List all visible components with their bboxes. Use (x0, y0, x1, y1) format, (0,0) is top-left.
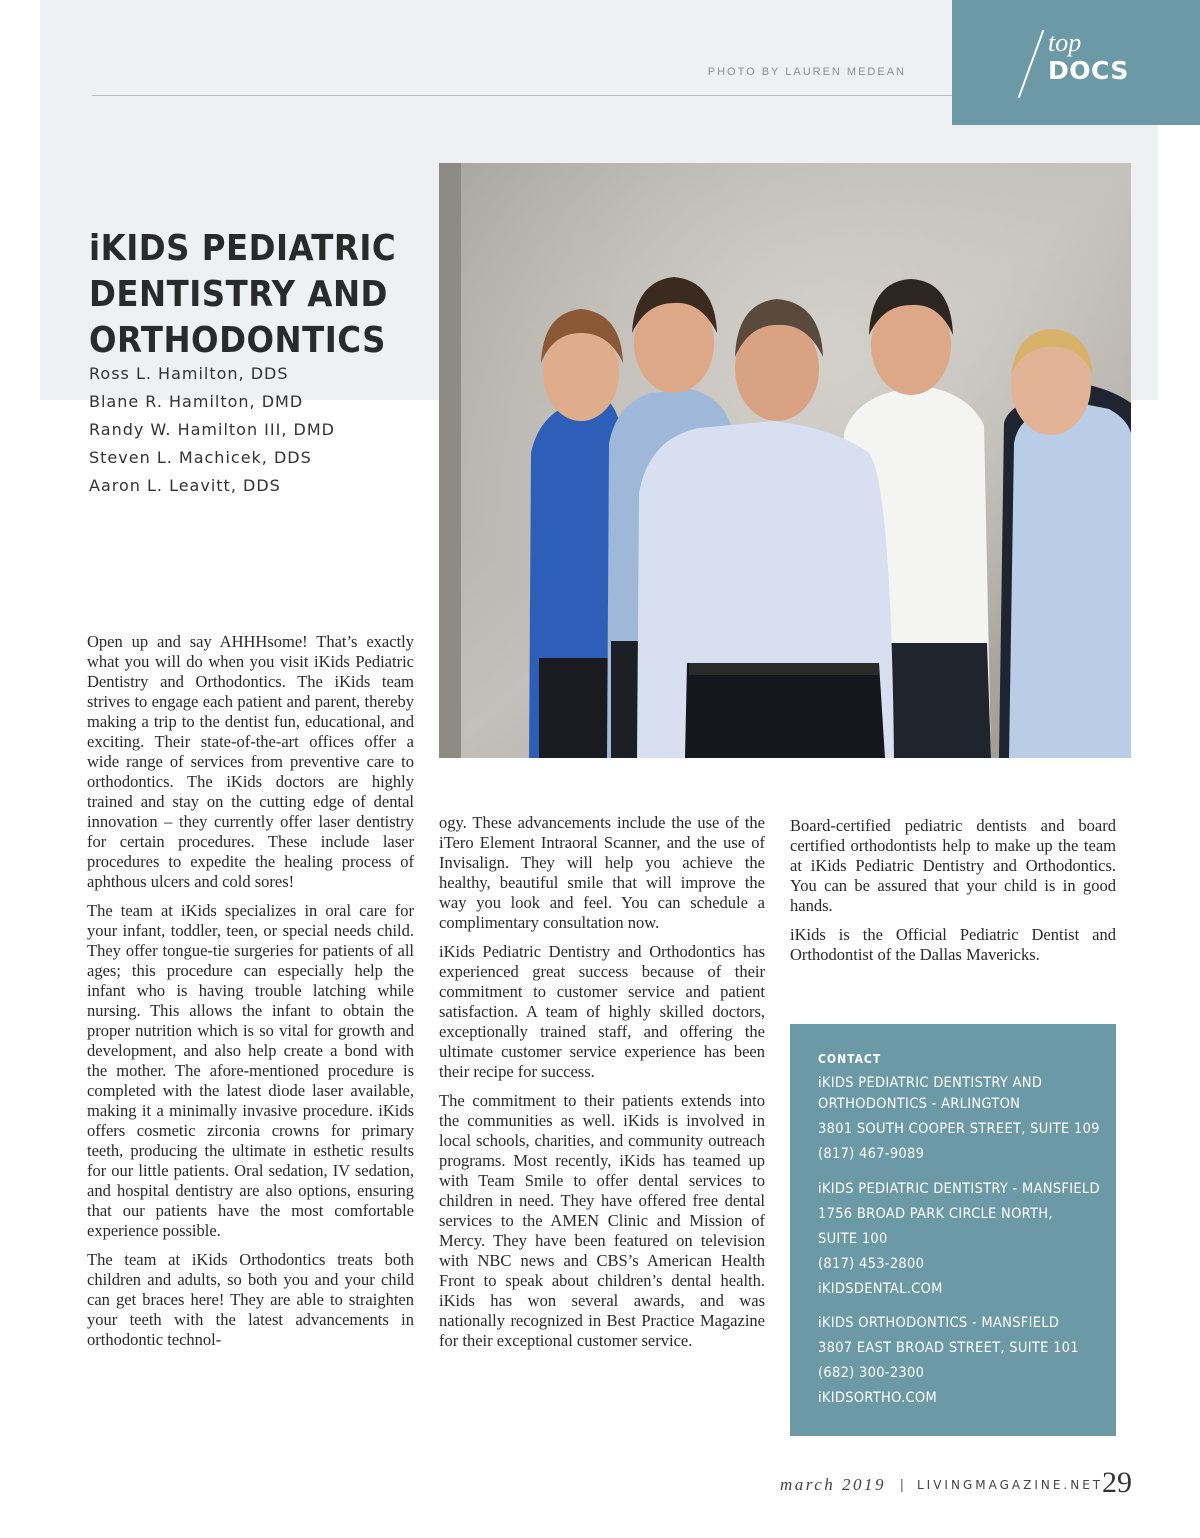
header-rule (92, 95, 952, 96)
doctor-name: Randy W. Hamilton III, DMD (89, 420, 335, 439)
contact-box (790, 1024, 1116, 1436)
contact-phone: (817) 453-2800 (818, 1256, 925, 1272)
contact-line: iKIDS PEDIATRIC DENTISTRY - MANSFIELD (818, 1181, 1100, 1197)
footer-date: march 2019 (780, 1475, 887, 1494)
contact-website: iKIDSORTHO.COM (818, 1390, 938, 1406)
contact-address: SUITE 100 (818, 1231, 888, 1247)
doctor-name: Ross L. Hamilton, DDS (89, 364, 289, 383)
paragraph: ogy. These advancements include the use of the iTero Element Intraoral Scanner, and the use of Invisalign. They will help you achieve the healthy, beautiful smile that will improve the way you look and feel. You can schedule a complimentary consultation now. (439, 813, 765, 932)
article-column-3 (790, 816, 1116, 974)
contact-address: 1756 BROAD PARK CIRCLE NORTH, (818, 1206, 1053, 1222)
contact-line: ORTHODONTICS - ARLINGTON (818, 1096, 1021, 1112)
section-tab-top: top (1048, 28, 1082, 57)
footer-site: LIVINGMAGAZINE.NET (917, 1478, 1104, 1492)
article-column-1 (87, 632, 414, 1359)
paragraph: The commitment to their patients extends into the communities as well. iKids is involved in local schools, charities, and community outreach programs. Most recently, iKids has teamed up with Team Smile to offer dental services to children in need. They have offered free dental services to the AMEN Clinic and Mission of Mercy. They have been featured on television with NBC news and CBS’s American Health Front to speak about children’s dental health. iKids has won several awards, and was nationally recognized in Best Practice Magazine for their exceptional customer service. (439, 1091, 765, 1350)
article-column-2 (439, 813, 765, 1360)
article-title: iKIDS PEDIATRIC DENTISTRY AND ORTHODONTICS (89, 228, 397, 361)
paragraph: Open up and say AHHHsome! That’s exactly what you will do when you visit iKids Pediatric Dentistry and Orthodontics. The iKids team strives to engage each patient and parent, thereby making a trip to the dentist fun, educational, and exciting. Their state-of-the-art offices offer a wide range of services from preventive care to orthodontics. The iKids doctors are highly trained and stay on the cutting edge of dental innovation – they currently offer laser dentistry for certain procedures. These include laser procedures to expedite the healing process of aphthous ulcers and cold sores! (87, 632, 414, 891)
doctor-name: Aaron L. Leavitt, DDS (89, 476, 281, 495)
contact-phone: (682) 300-2300 (818, 1365, 925, 1381)
paragraph: iKids is the Official Pediatric Dentist and Orthodontist of the Dallas Mavericks. (790, 925, 1116, 964)
photo-credit: PHOTO BY LAUREN MEDEAN (707, 66, 906, 78)
contact-website: iKIDSDENTAL.COM (818, 1281, 943, 1297)
contact-phone: (817) 467-9089 (818, 1146, 925, 1162)
paragraph: iKids Pediatric Dentistry and Orthodontics has experienced great success because of their commitment to customer service and patient satisfaction. A team of highly skilled doctors, exceptionally trained staff, and offering the ultimate customer service experience has been their recipe for success. (439, 942, 765, 1081)
contact-address: 3807 EAST BROAD STREET, SUITE 101 (818, 1340, 1079, 1356)
page-number: 29 (1102, 1466, 1132, 1499)
slash-divider (1018, 30, 1045, 98)
doctor-list (89, 360, 419, 500)
contact-address: 3801 SOUTH COOPER STREET, SUITE 109 (818, 1121, 1100, 1137)
doctor-name: Steven L. Machicek, DDS (89, 448, 312, 467)
footer-separator: | (900, 1476, 904, 1492)
paragraph: The team at iKids Orthodontics treats both children and adults, so both you and your child can get braces here! They are able to straighten your teeth with the latest advancements in orthodontic technol- (87, 1250, 414, 1349)
contact-line: iKIDS ORTHODONTICS - MANSFIELD (818, 1315, 1060, 1331)
contact-label: CONTACT (818, 1052, 882, 1066)
section-tab-docs: DOCS (1048, 56, 1129, 85)
paragraph: Board-certified pediatric dentists and board certified orthodontists help to make up the team at iKids Pediatric Dentistry and Orthodontics. You can be assured that your child is in good hands. (790, 816, 1116, 915)
paragraph: The team at iKids specializes in oral care for your infant, toddler, teen, or special needs child. They offer tongue-tie surgeries for patients of all ages; this procedure can especially help the infant who is having trouble latching while nursing. This allows the infant to obtain the proper nutrition which is so vital for growth and development, and also help create a bond with the mother. The afore-mentioned procedure is completed with the latest diode laser available, making it a minimally invasive procedure. iKids offers cosmetic zirconia crowns for primary teeth, producing the ultimate in esthetic results for our little patients. Oral sedation, IV sedation, and hospital dentistry are also options, ensuring that our patients have the most comfortable experience possible. (87, 901, 414, 1240)
section-tab (952, 0, 1200, 125)
doctor-name: Blane R. Hamilton, DMD (89, 392, 304, 411)
team-photo (439, 163, 1131, 758)
contact-line: iKIDS PEDIATRIC DENTISTRY AND (818, 1075, 1043, 1091)
